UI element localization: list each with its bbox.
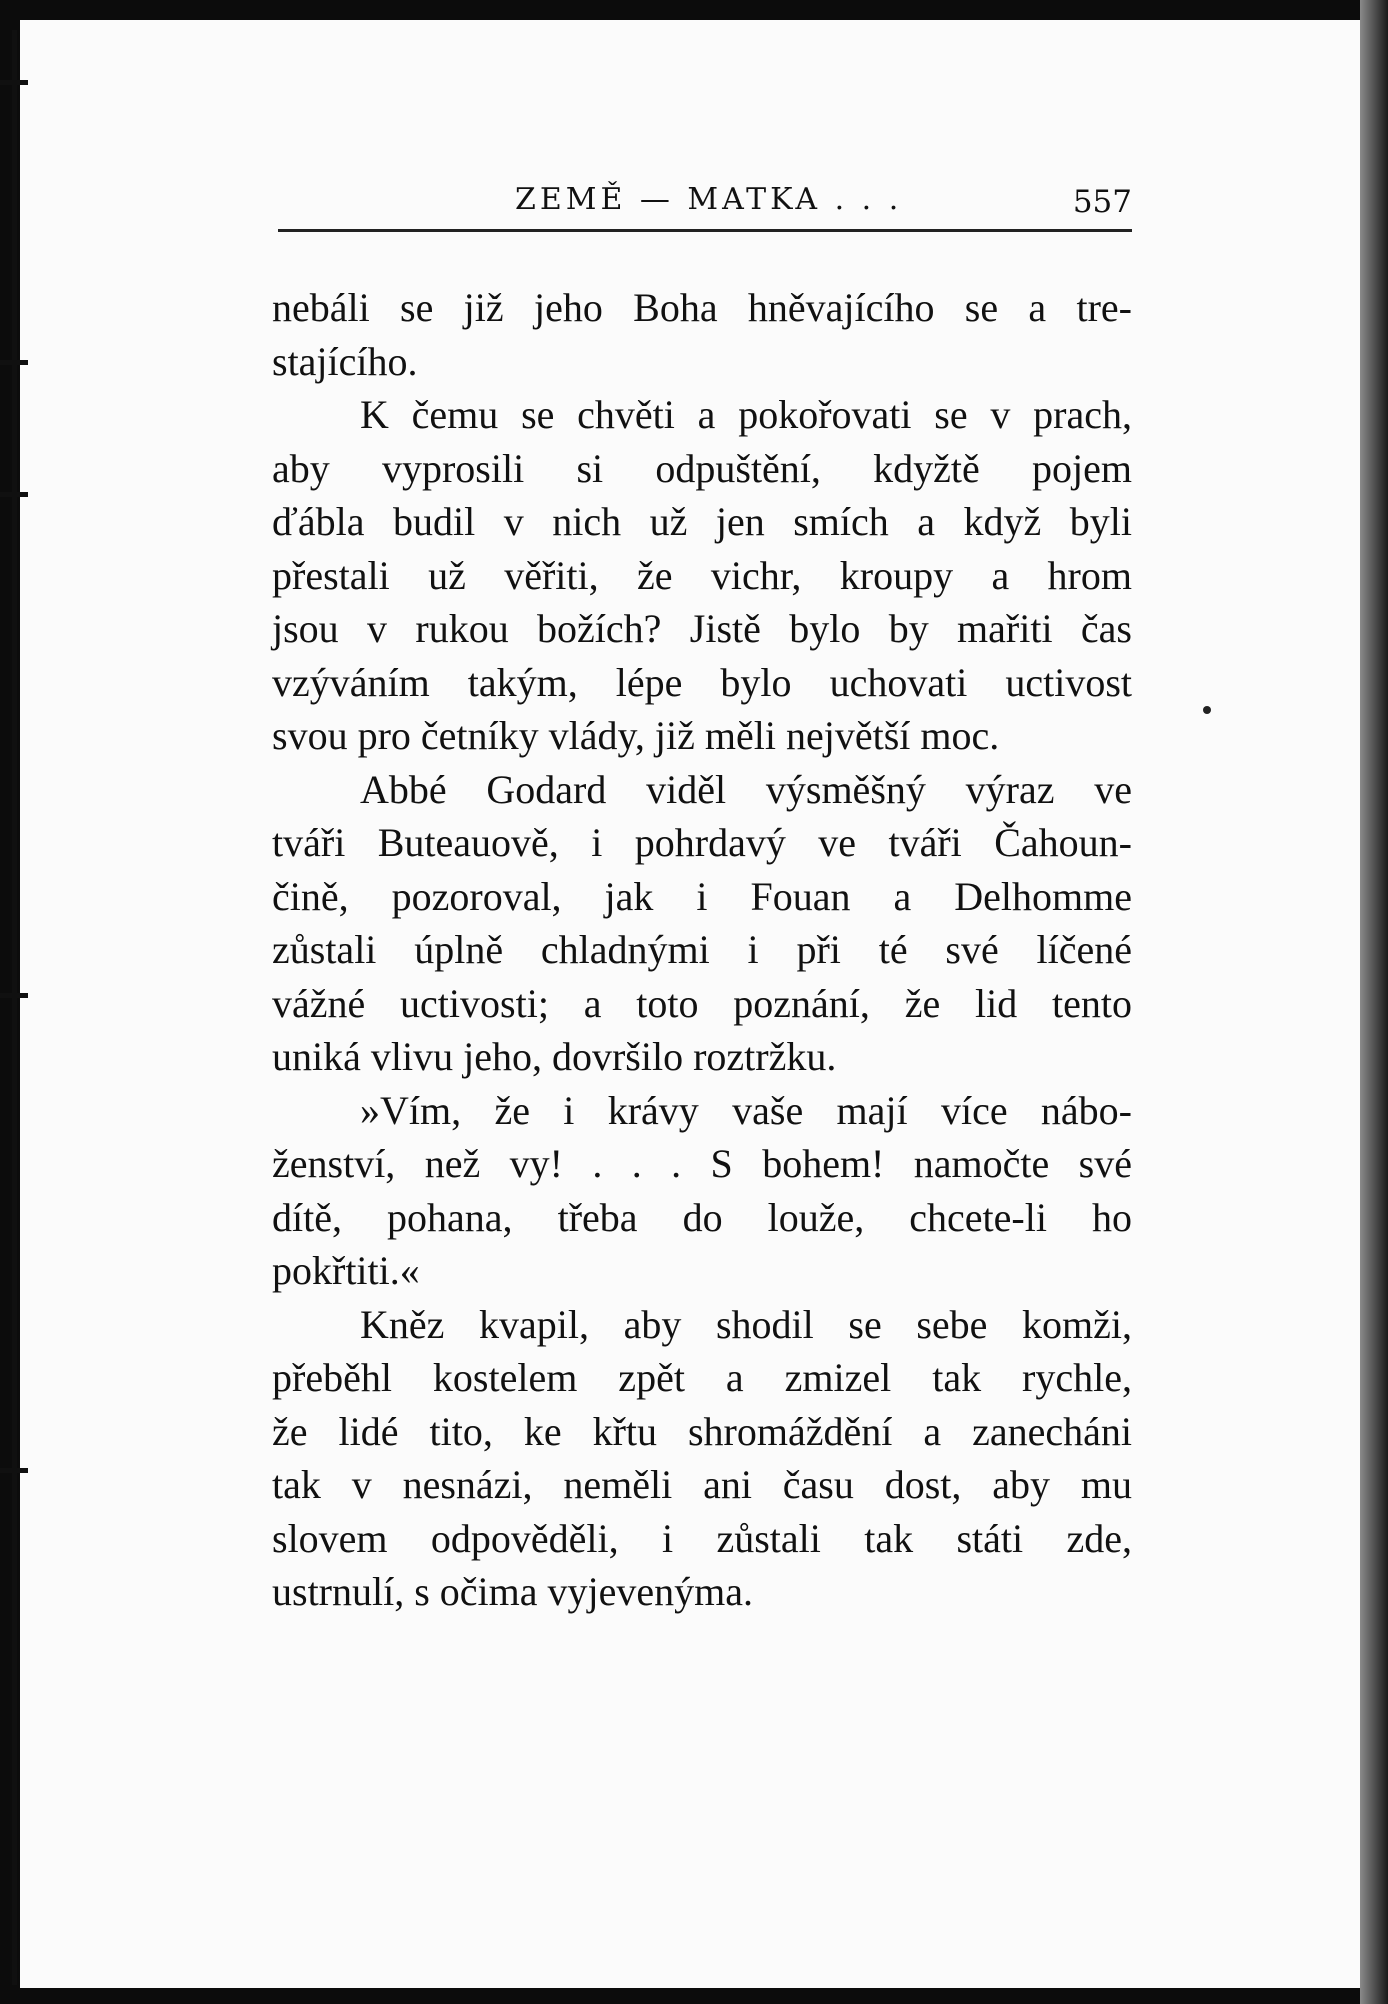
margin-tick: [0, 492, 28, 497]
page-edge-shadow: [1360, 0, 1388, 2004]
text-line: jsou v rukou božích? Jistě bylo by mařiti čas: [272, 606, 1132, 651]
text-line: ďábla budil v nich už jen smích a když byli: [272, 499, 1132, 544]
text-line: »Vím, že i krávy vaše mají více nábo-: [360, 1087, 1132, 1133]
header-rule: [278, 229, 1132, 232]
text-line: tváři Buteauově, i pohrdavý ve tváři Čahoun-: [272, 820, 1132, 865]
speck: [1203, 706, 1211, 714]
text-line: stajícího.: [272, 338, 418, 384]
text-line: Abbé Godard viděl výsměšný výraz ve: [360, 766, 1132, 812]
text-line: uniká vlivu jeho, dovršilo roztržku.: [272, 1034, 837, 1079]
text-line: že lidé tito, ke křtu shromáždění a zanecháni: [272, 1408, 1132, 1454]
text-line: přestali už věřiti, že vichr, kroupy a hrom: [272, 552, 1132, 598]
text-line: vážné uctivosti; a toto poznání, že lid tento: [272, 980, 1132, 1026]
text-line: zůstali úplně chladnými i při té své líčené: [272, 927, 1132, 972]
text-line: aby vyprosili si odpuštění, kdyžtě pojem: [272, 445, 1132, 491]
margin-tick: [0, 1468, 28, 1473]
margin-tick: [0, 80, 28, 85]
text-line: slovem odpověděli, i zůstali tak státi zde,: [272, 1515, 1132, 1561]
margin-tick: [0, 993, 28, 998]
running-header: [278, 178, 1132, 228]
text-line: čině, pozoroval, jak i Fouan a Delhomme: [272, 873, 1132, 919]
text-line: tak v nesnázi, neměli ani času dost, aby mu: [272, 1462, 1132, 1507]
margin-tick: [0, 360, 28, 365]
text-line: ženství, než vy! . . . S bohem! namočte své: [272, 1141, 1132, 1186]
left-margin-rule: [12, 30, 17, 1985]
text-line: Kněz kvapil, aby shodil se sebe komži,: [360, 1301, 1132, 1347]
text-line: ustrnulí, s očima vyjevenýma.: [272, 1569, 754, 1614]
text-line: přeběhl kostelem zpět a zmizel tak rychle,: [272, 1355, 1132, 1400]
text-line: K čemu se chvěti a pokořovati se v prach,: [360, 392, 1132, 437]
page-number: 557: [1072, 184, 1132, 220]
text-line: svou pro četníky vlády, již měli největší moc.: [272, 713, 1000, 758]
text-line: nebáli se již jeho Boha hněvajícího se a tre-: [272, 285, 1132, 330]
text-line: vzýváním takým, lépe bylo uchovati uctivost: [272, 659, 1132, 705]
running-title: ZEMĚ — MATKA . . .: [515, 182, 903, 217]
text-line: pokřtiti.«: [272, 1248, 420, 1293]
body-text: [272, 281, 1132, 1619]
text-line: dítě, pohana, třeba do louže, chcete-li ho: [272, 1194, 1132, 1240]
